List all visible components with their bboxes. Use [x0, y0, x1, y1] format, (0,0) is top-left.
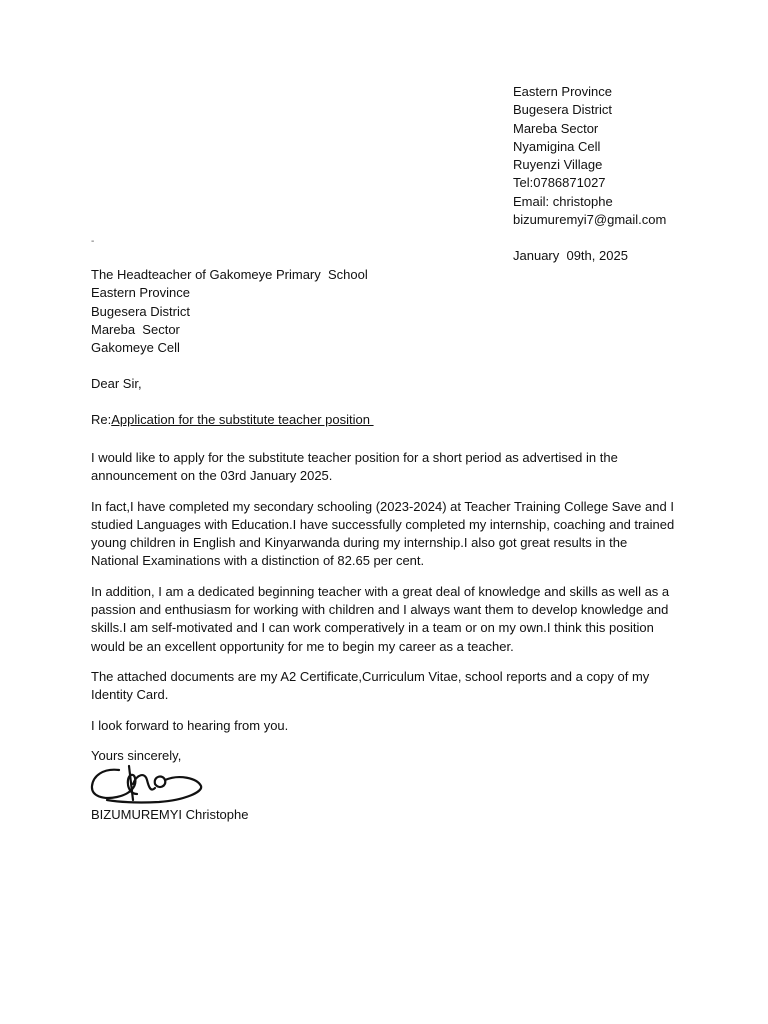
sender-address: [513, 83, 666, 229]
stray-mark: -: [91, 236, 95, 247]
body-paragraph: I would like to apply for the substitute teacher position for a short period as advertised in the announcement on the 03rd January 2025.: [91, 450, 618, 484]
sender-line: Mareba Sector: [513, 120, 599, 136]
recipient-line: The Headteacher of Gakomeye Primary School: [91, 267, 368, 282]
subject-prefix: Re:: [91, 412, 112, 427]
body-paragraph: In fact,I have completed my secondary schooling (2023-2024) at Teacher Training College Save and I studied Languages with Education.I have successfully completed my internship, coaching and trained young children in English and Kinyarwanda during my internship.I also got great results in the National Examinations with a distinction of 82.65 per cent.: [91, 498, 675, 569]
sender-line: Ruyenzi Village: [513, 157, 603, 173]
salutation: Dear Sir,: [91, 376, 142, 391]
closing: Yours sincerely,: [91, 747, 182, 763]
recipient-line: Gakomeye Cell: [91, 340, 180, 356]
sender-line: Eastern Province: [513, 84, 612, 99]
body-paragraph: In addition, I am a dedicated beginning teacher with a great deal of knowledge and skills as well as a passion and enthusiasm for working with children and I always want them to develop knowledge and skills.I am self-motivated and I can work comperatively in a team or on my own.I think this position would be an excellent opportunity for me to begin my career as a teacher.: [91, 583, 670, 654]
signer-name: BIZUMUREMYI Christophe: [91, 807, 249, 822]
recipient-address: [91, 266, 368, 357]
letter-body: [91, 449, 676, 777]
sender-line: Nyamigina Cell: [513, 138, 601, 154]
body-paragraph: I look forward to hearing from you.: [91, 717, 289, 733]
sender-line: Bugesera District: [513, 102, 612, 118]
recipient-line: Mareba Sector: [91, 321, 180, 337]
sender-phone: Tel:0786871027: [513, 175, 606, 191]
handwritten-signature: [89, 760, 207, 810]
letter-date: January 09th, 2025: [513, 248, 628, 263]
recipient-line: Eastern Province: [91, 285, 190, 301]
recipient-line: Bugesera District: [91, 303, 190, 319]
subject-text: Application for the substitute teacher position: [111, 412, 374, 427]
sender-email-label: Email: christophe: [513, 193, 613, 209]
sender-email: bizumuremyi7@gmail.com: [513, 212, 667, 228]
subject-line: [91, 412, 374, 427]
body-paragraph: The attached documents are my A2 Certificate,Curriculum Vitae, school reports and a copy of my Identity Card.: [91, 668, 650, 703]
